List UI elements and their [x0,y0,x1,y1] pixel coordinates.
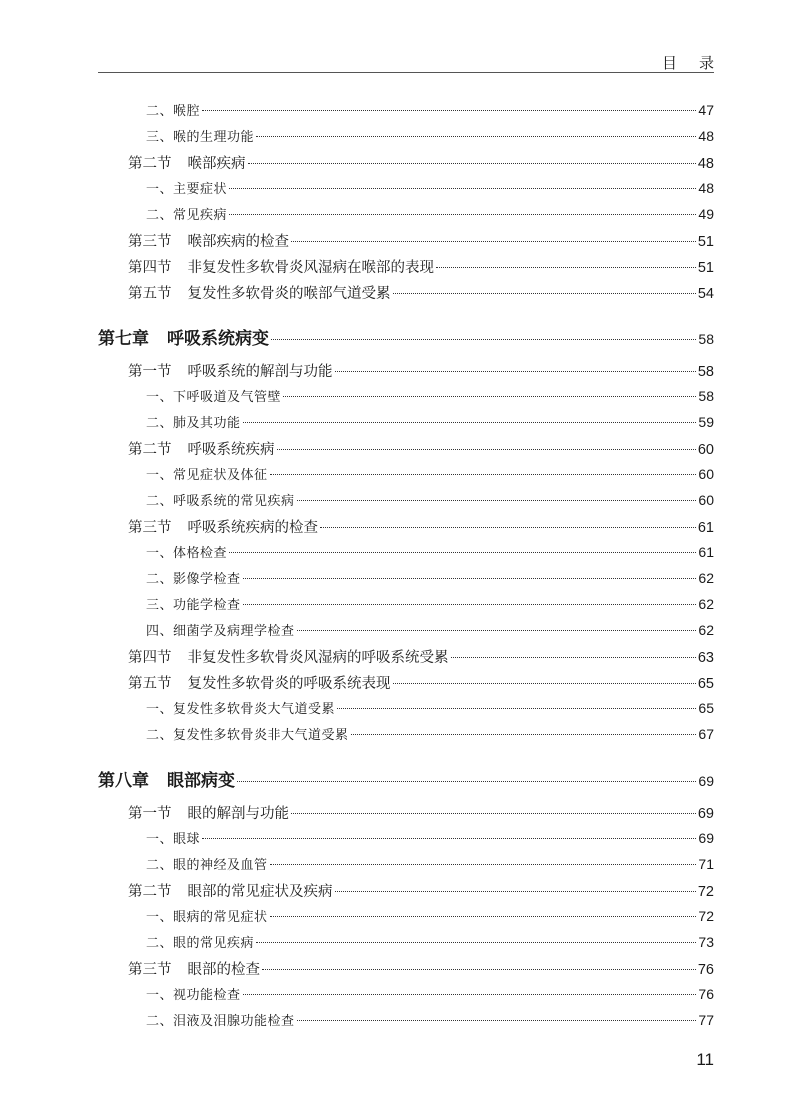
toc-entry-title: 喉部疾病的检查 [187,234,289,250]
toc-entry-title: 眼病的常见症状 [173,910,268,925]
toc-entry-label [0,932,254,951]
toc-entry-title: 视功能检查 [173,988,241,1003]
toc-entry-title: 主要症状 [173,182,228,197]
toc-entry-title: 泪液及泪腺功能检查 [173,1014,295,1029]
toc-entry-page: 61 [697,520,714,536]
dot-leader [243,604,697,605]
toc-entry-section[interactable] [0,256,714,277]
toc-entry-page: 60 [698,492,714,508]
toc-entry-section[interactable] [0,646,714,667]
toc-entry-page: 58 [698,388,714,404]
toc-entry-label [0,672,391,693]
toc-entry-page: 54 [697,286,714,302]
toc-entry-section[interactable] [0,802,714,823]
toc-entry-page: 59 [698,414,714,430]
toc-entry-page: 61 [698,544,714,560]
dot-leader [297,1020,697,1021]
toc-entry-title: 肺及其功能 [173,416,241,431]
toc-entry-page: 77 [698,1012,714,1028]
dot-leader [283,396,696,397]
toc-entry-label [0,324,269,349]
toc-entry-title: 细菌学及病理学检查 [173,624,295,639]
toc-entry-number: 第八章 [98,771,149,791]
toc-entry-label [0,230,289,251]
toc-entry-title: 呼吸系统的常见疾病 [173,494,295,509]
dot-leader [297,630,697,631]
dot-leader [243,422,697,423]
header-rule [98,72,714,73]
toc-entry-title: 呼吸系统疾病 [187,442,275,458]
toc-entry-label [0,828,200,847]
toc-entry-number: 第三节 [128,520,172,536]
dot-leader [262,969,696,970]
toc-entry-number: 第七章 [98,329,149,349]
toc-entry-label [0,360,333,381]
toc-entry-page: 72 [697,884,714,900]
toc-entry-number: 三、 [146,130,174,145]
toc-entry-number: 三、 [146,598,174,613]
dot-leader [393,683,696,684]
toc-entry-title: 影像学检查 [173,572,241,587]
toc-entry-number: 第三节 [128,962,172,978]
toc-entry-chapter[interactable] [0,766,714,791]
toc-entry-page: 65 [697,676,714,692]
toc-entry-number: 一、 [146,390,174,405]
toc-entry-section[interactable] [0,958,714,979]
toc-entry-number: 二、 [146,104,174,119]
toc-entry-label [0,100,200,119]
toc-entry-label [0,646,449,667]
toc-entry-page: 51 [697,260,714,276]
dot-leader [451,657,696,658]
toc-entry-label [0,854,268,873]
toc-entry-item[interactable] [0,178,714,197]
toc-entry-label [0,1010,295,1029]
toc-entry-title: 体格检查 [173,546,228,561]
toc-entry-section[interactable] [0,230,714,251]
toc-entry-label [0,594,241,613]
toc-entry-chapter[interactable] [0,324,714,349]
toc-entry-number: 一、 [146,468,174,483]
toc-entry-label [0,204,227,223]
dot-leader [243,994,697,995]
toc-entry-title: 呼吸系统疾病的检查 [187,520,318,536]
dot-leader [248,163,696,164]
toc-entry-section[interactable] [0,672,714,693]
dot-leader [351,734,697,735]
header-char-1: 目 [661,54,677,72]
toc-entry-item[interactable] [0,984,714,1003]
dot-leader [270,916,697,917]
dot-leader [335,371,696,372]
toc-entry-label [0,152,246,173]
toc-entry-page: 58 [698,331,714,347]
toc-entry-number: 第四节 [128,260,172,276]
toc-entry-title: 喉腔 [173,104,201,119]
dot-leader [335,891,696,892]
toc-entry-page: 49 [698,206,714,222]
toc-entry-number: 一、 [146,702,174,717]
dot-leader [291,241,696,242]
toc-entry-page: 69 [698,830,714,846]
toc-entry-page: 63 [697,650,714,666]
toc-entry-label [0,412,241,431]
toc-entry-label [0,386,281,405]
toc-entry-page: 47 [698,102,714,118]
toc-entry-label [0,178,227,197]
toc-entry-title: 功能学检查 [173,598,241,613]
dot-leader [229,214,696,215]
toc-entry-title: 眼的神经及血管 [173,858,268,873]
dot-leader [436,267,696,268]
page-number: 11 [696,1050,714,1069]
toc-entry-page: 65 [698,700,714,716]
toc-entry-label [0,490,295,509]
toc-entry-title: 喉的生理功能 [173,130,255,145]
dot-leader [270,474,697,475]
toc-entry-item[interactable] [0,1010,714,1029]
dot-leader [229,552,696,553]
toc-entry-number: 第二节 [128,442,172,458]
toc-entry-title: 眼的解剖与功能 [187,806,289,822]
toc-entry-title: 常见症状及体征 [173,468,268,483]
toc-entry-title: 复发性多软骨炎的呼吸系统表现 [187,676,391,692]
toc-entry-section[interactable] [0,438,714,459]
toc-entry-item[interactable] [0,906,714,925]
toc-entry-number: 二、 [146,728,174,743]
toc-entry-page: 76 [697,962,714,978]
dot-leader [291,813,696,814]
toc-entry-number: 第一节 [128,364,172,380]
toc-entry-number: 一、 [146,546,174,561]
dot-leader [256,136,696,137]
toc-entry-page: 51 [697,234,714,250]
toc-entry-item[interactable] [0,932,714,951]
dot-leader [277,449,696,450]
toc-entry-label [0,464,268,483]
toc-entry-title: 常见疾病 [173,208,228,223]
toc-entry-section[interactable] [0,360,714,381]
toc-entry-item[interactable] [0,386,714,405]
toc-entry-number: 第五节 [128,286,172,302]
toc-entry-title: 眼的常见疾病 [173,936,255,951]
toc-entry-title: 复发性多软骨炎大气道受累 [173,702,336,717]
toc-entry-item[interactable] [0,854,714,873]
toc-entry-page: 67 [698,726,714,742]
toc-entry-label [0,906,268,925]
toc-entry-item[interactable] [0,594,714,613]
toc-entry-page: 48 [698,180,714,196]
toc-entry-label [0,438,275,459]
toc-entry-title: 呼吸系统病变 [167,329,269,349]
dot-leader [237,781,696,782]
toc-entry-page: 58 [697,364,714,380]
toc-entry-label [0,256,434,277]
dot-leader [320,527,696,528]
toc-entry-title: 喉部疾病 [187,156,246,172]
toc-entry-label [0,802,289,823]
toc-entry-page: 71 [698,856,714,872]
toc-entry-title: 非复发性多软骨炎风湿病的呼吸系统受累 [187,650,449,666]
toc-entry-title: 眼部的检查 [187,962,260,978]
toc-entry-page: 69 [698,773,714,789]
running-header-title [640,52,714,73]
toc-entry-item[interactable] [0,490,714,509]
toc-entry-page: 76 [698,986,714,1002]
toc-entry-page: 48 [698,128,714,144]
toc-entry-title: 非复发性多软骨炎风湿病在喉部的表现 [187,260,434,276]
toc-entry-label [0,958,260,979]
toc-entry-number: 一、 [146,910,174,925]
toc-entry-page: 60 [698,466,714,482]
toc-entry-item[interactable] [0,828,714,847]
toc-entry-label [0,984,241,1003]
dot-leader [202,838,696,839]
toc-entry-item[interactable] [0,412,714,431]
dot-leader [256,942,696,943]
toc-entry-title: 呼吸系统的解剖与功能 [187,364,333,380]
toc-entry-number: 二、 [146,936,174,951]
header-char-2: 录 [698,54,714,72]
dot-leader [229,188,696,189]
dot-leader [243,578,697,579]
toc-entry-page: 73 [698,934,714,950]
dot-leader [202,110,696,111]
toc-entry-number: 二、 [146,1014,174,1029]
toc-entry-label [0,568,241,587]
toc-entry-page: 62 [698,570,714,586]
dot-leader [393,293,696,294]
toc-entry-title: 眼部病变 [167,771,235,791]
toc-entry-item[interactable] [0,724,714,743]
toc-entry-item[interactable] [0,464,714,483]
toc-entry-number: 二、 [146,858,174,873]
toc-entry-number: 第二节 [128,156,172,172]
toc-entry-page: 48 [697,156,714,172]
toc-entry-item[interactable] [0,100,714,119]
toc-entry-section[interactable] [0,516,714,537]
toc-entry-number: 一、 [146,988,174,1003]
toc-entry-number: 第三节 [128,234,172,250]
toc-entry-section[interactable] [0,880,714,901]
toc-entry-label [0,766,235,791]
toc-entry-item[interactable] [0,204,714,223]
toc-entry-item[interactable] [0,698,714,717]
toc-entry-label [0,282,391,303]
toc-entry-title: 复发性多软骨炎的喉部气道受累 [187,286,391,302]
dot-leader [270,864,697,865]
toc-entry-number: 第五节 [128,676,172,692]
toc-entry-page: 62 [698,622,714,638]
toc-entry-section[interactable] [0,282,714,303]
toc-entry-page: 72 [698,908,714,924]
toc-entry-number: 第四节 [128,650,172,666]
toc-entry-page: 69 [697,806,714,822]
toc-entry-label [0,698,335,717]
toc-entry-number: 二、 [146,208,174,223]
toc-entry-title: 眼部的常见症状及疾病 [187,884,333,900]
toc-entry-number: 第一节 [128,806,172,822]
toc-entry-label [0,542,227,561]
toc-entry-label [0,126,254,145]
dot-leader [337,708,696,709]
toc-entry-page: 62 [698,596,714,612]
toc-entry-number: 四、 [146,624,174,639]
toc-entry-number: 第二节 [128,884,172,900]
toc-entry-label [0,724,349,743]
dot-leader [297,500,697,501]
toc-entry-page: 60 [697,442,714,458]
toc-entry-label [0,620,295,639]
toc-entry-section[interactable] [0,152,714,173]
toc-entry-title: 眼球 [173,832,201,847]
toc-entry-item[interactable] [0,542,714,561]
toc-entry-item[interactable] [0,126,714,145]
toc-entry-number: 一、 [146,832,174,847]
toc-entry-label [0,880,333,901]
toc-entry-number: 二、 [146,416,174,431]
toc-entry-number: 一、 [146,182,174,197]
toc-entry-title: 下呼吸道及气管壁 [173,390,282,405]
toc-entry-item[interactable] [0,620,714,639]
toc-entry-number: 二、 [146,494,174,509]
toc-entry-item[interactable] [0,568,714,587]
toc-entry-title: 复发性多软骨炎非大气道受累 [173,728,349,743]
toc-entry-label [0,516,318,537]
dot-leader [271,339,696,340]
toc-entry-number: 二、 [146,572,174,587]
